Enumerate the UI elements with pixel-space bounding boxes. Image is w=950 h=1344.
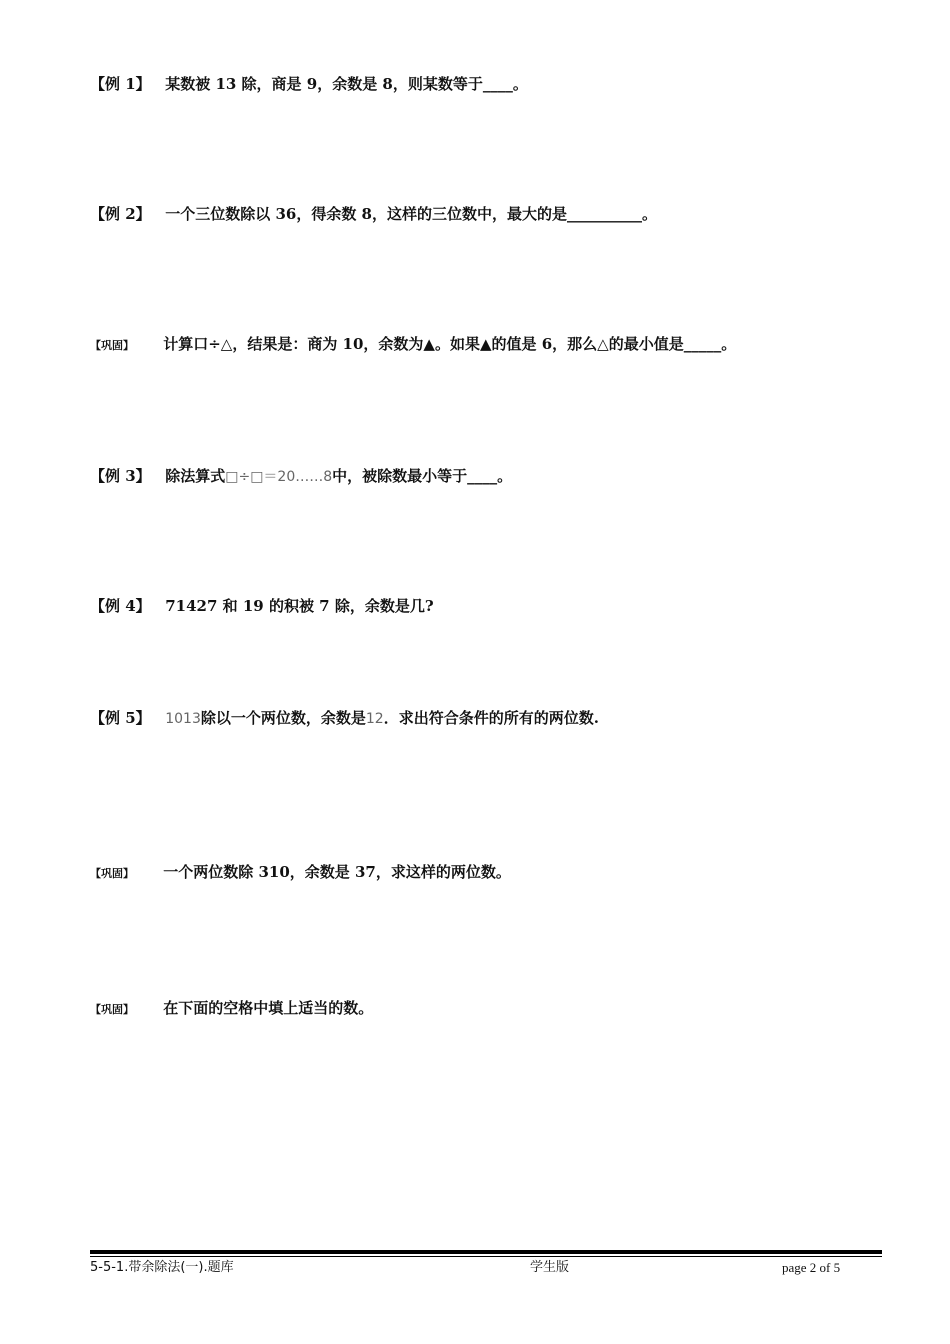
example-3-label: 【例 3】 [90, 467, 151, 485]
example-1-text: 某数被 13 除，商是 9，余数是 8，则某数等于____。 [165, 75, 528, 93]
example-3 [90, 466, 890, 487]
example-5-number-2: 12 [365, 711, 384, 727]
example-5-text-post: ．求出符合条件的所有的两位数. [383, 709, 599, 727]
example-1-label: 【例 1】 [90, 75, 151, 93]
footer-document-title: 5-5-1.带余除法(一).题库 [90, 1260, 234, 1275]
example-1 [90, 74, 890, 94]
practice-3-text: 在下面的空格中填上适当的数。 [163, 999, 374, 1017]
example-2 [90, 204, 890, 224]
example-5-label: 【例 5】 [90, 709, 151, 727]
practice-2 [90, 862, 890, 884]
example-2-label: 【例 2】 [90, 205, 151, 223]
example-2-text: 一个三位数除以 36，得余数 8，这样的三位数中，最大的是__________。 [165, 205, 657, 223]
example-4-label: 【例 4】 [90, 597, 151, 615]
example-5-text-mid: 除以一个两位数，余数是 [200, 709, 366, 727]
example-5-number-1: 1013 [165, 711, 201, 727]
practice-1-text: 计算口÷△，结果是：商为 10，余数为▲。如果▲的值是 6，那么△的最小值是_____。 [163, 335, 737, 353]
example-3-formula: □÷□＝20……8 [225, 469, 333, 485]
footer-edition: 学生版 [530, 1260, 570, 1275]
example-4 [90, 596, 890, 616]
footer-page-number: page 2 of 5 [782, 1260, 841, 1275]
example-3-text-pre: 除法算式 [165, 467, 226, 485]
practice-3-label: 【巩固】 [90, 1003, 134, 1016]
practice-1 [90, 334, 890, 356]
practice-2-label: 【巩固】 [90, 867, 134, 880]
example-3-text-post: 中，被除数最小等于____。 [332, 467, 513, 485]
footer-rule-thick [90, 1250, 882, 1254]
practice-3 [90, 998, 890, 1020]
footer-rule-thin [90, 1256, 882, 1257]
example-4-text: 71427 和 19 的积被 7 除，余数是几? [165, 597, 434, 615]
practice-1-label: 【巩固】 [90, 339, 134, 352]
example-5 [90, 708, 890, 729]
practice-2-text: 一个两位数除 310，余数是 37，求这样的两位数。 [163, 863, 511, 881]
